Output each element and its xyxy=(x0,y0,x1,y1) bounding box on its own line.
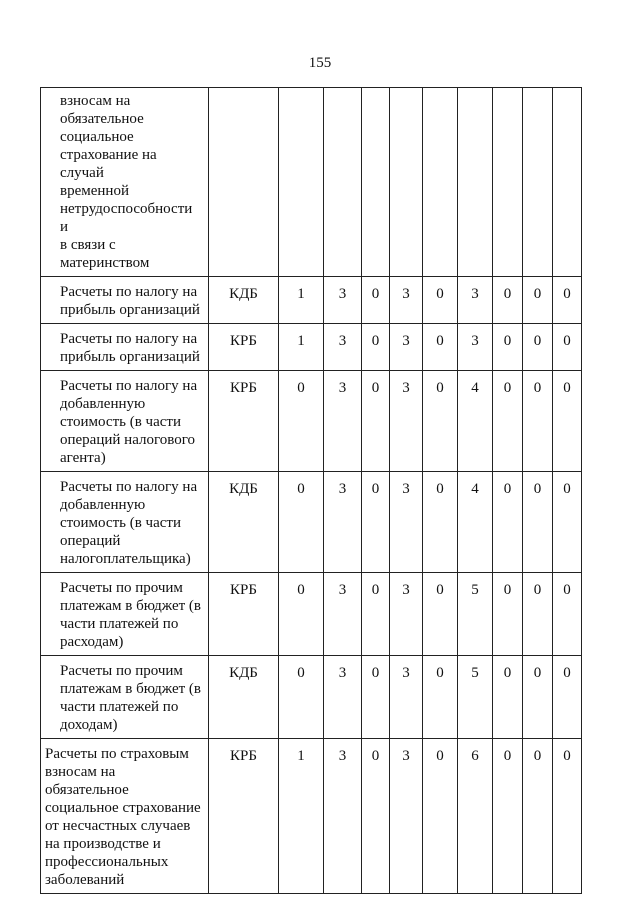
digit-cell: 4 xyxy=(458,472,493,573)
digit-cell: 3 xyxy=(390,371,423,472)
description-line: Расчеты по налогу на xyxy=(60,479,198,495)
digit-cell: 3 xyxy=(324,371,362,472)
digit-cell: 0 xyxy=(493,739,523,894)
digit-cell: 4 xyxy=(458,371,493,472)
description-line: Расчеты по страховым xyxy=(45,746,189,762)
digit-cell: 0 xyxy=(493,371,523,472)
table-row xyxy=(41,739,582,894)
description-line: взносам на xyxy=(60,93,131,109)
description-line: налогоплательщика) xyxy=(60,551,191,567)
table-row xyxy=(41,277,582,324)
description-line: материнством xyxy=(60,255,150,271)
table-row xyxy=(41,324,582,371)
digit-cell: 3 xyxy=(458,277,493,324)
digit-cell: 0 xyxy=(523,573,553,656)
row-description xyxy=(41,739,209,894)
description-line: стоимость (в части xyxy=(60,414,181,430)
digit-cell: 0 xyxy=(423,573,458,656)
description-line: прибыль организаций xyxy=(60,302,200,318)
description-line: части платежей по xyxy=(60,616,179,632)
description-line: временной xyxy=(60,183,129,199)
digit-cell: 0 xyxy=(523,656,553,739)
digit-cell: 0 xyxy=(523,277,553,324)
table-row xyxy=(41,656,582,739)
description-line: Расчеты по налогу на xyxy=(60,378,198,394)
digit-cell: 0 xyxy=(423,277,458,324)
description-line: добавленную xyxy=(60,396,146,412)
description-line: добавленную xyxy=(60,497,146,513)
row-code: КДБ xyxy=(209,277,279,324)
description-line: платежам в бюджет (в xyxy=(60,681,202,697)
row-code: КРБ xyxy=(209,371,279,472)
digit-cell: 0 xyxy=(362,277,390,324)
digit-cell: 0 xyxy=(493,277,523,324)
digit-cell xyxy=(458,88,493,277)
description-line: на производстве и xyxy=(45,836,161,852)
description-line: заболеваний xyxy=(45,872,125,888)
row-description xyxy=(41,656,209,739)
digit-cell: 1 xyxy=(279,739,324,894)
row-code: КДБ xyxy=(209,656,279,739)
digit-cell: 0 xyxy=(553,371,582,472)
digit-cell: 5 xyxy=(458,573,493,656)
row-code: КРБ xyxy=(209,739,279,894)
description-line: профессиональных xyxy=(45,854,169,870)
digit-cell: 0 xyxy=(553,656,582,739)
description-line: агента) xyxy=(60,450,106,466)
digit-cell: 0 xyxy=(279,656,324,739)
description-line: Расчеты по прочим xyxy=(60,663,183,679)
digit-cell: 0 xyxy=(523,324,553,371)
row-description xyxy=(41,472,209,573)
digit-cell: 0 xyxy=(523,472,553,573)
description-line: операций xyxy=(60,533,121,549)
description-line: Расчеты по налогу на xyxy=(60,331,198,347)
digit-cell: 3 xyxy=(324,573,362,656)
description-line: нетрудоспособности и xyxy=(60,201,193,235)
digit-cell: 3 xyxy=(390,324,423,371)
description-line: прибыль организаций xyxy=(60,349,200,365)
digit-cell: 0 xyxy=(362,656,390,739)
digit-cell: 3 xyxy=(324,739,362,894)
row-description xyxy=(41,324,209,371)
digit-cell: 0 xyxy=(493,656,523,739)
digit-cell: 0 xyxy=(362,739,390,894)
digit-cell xyxy=(423,88,458,277)
row-code xyxy=(209,88,279,277)
digit-cell: 3 xyxy=(324,472,362,573)
digit-cell: 3 xyxy=(324,277,362,324)
digit-cell: 3 xyxy=(390,573,423,656)
digit-cell: 0 xyxy=(279,371,324,472)
digit-cell: 3 xyxy=(390,277,423,324)
digit-cell: 0 xyxy=(362,371,390,472)
digit-cell: 0 xyxy=(553,324,582,371)
digit-cell xyxy=(523,88,553,277)
digit-cell: 0 xyxy=(423,371,458,472)
description-line: части платежей по xyxy=(60,699,179,715)
digit-cell: 0 xyxy=(423,472,458,573)
row-description xyxy=(41,88,209,277)
row-description xyxy=(41,573,209,656)
digit-cell: 0 xyxy=(553,739,582,894)
digit-cell: 3 xyxy=(324,324,362,371)
digit-cell: 0 xyxy=(523,371,553,472)
digit-cell: 0 xyxy=(362,472,390,573)
table-row xyxy=(41,573,582,656)
digit-cell: 6 xyxy=(458,739,493,894)
digit-cell: 0 xyxy=(362,324,390,371)
page-number: 155 xyxy=(308,55,332,71)
digit-cell xyxy=(362,88,390,277)
digit-cell: 0 xyxy=(423,656,458,739)
digit-cell: 0 xyxy=(553,277,582,324)
table-body xyxy=(41,88,582,894)
digit-cell: 1 xyxy=(279,277,324,324)
digit-cell xyxy=(324,88,362,277)
digit-cell: 3 xyxy=(390,739,423,894)
description-line: доходам) xyxy=(60,717,118,733)
description-line: в связи с xyxy=(60,237,116,253)
table-row xyxy=(41,371,582,472)
digit-cell xyxy=(390,88,423,277)
row-code: КРБ xyxy=(209,324,279,371)
row-code: КДБ xyxy=(209,472,279,573)
digit-cell: 0 xyxy=(523,739,553,894)
row-code: КРБ xyxy=(209,573,279,656)
digit-cell: 0 xyxy=(362,573,390,656)
digit-cell xyxy=(553,88,582,277)
digit-cell: 0 xyxy=(423,324,458,371)
digit-cell: 0 xyxy=(279,573,324,656)
description-line: операций налогового xyxy=(60,432,196,448)
description-line: от несчастных случаев xyxy=(45,818,191,834)
description-line: расходам) xyxy=(60,634,124,650)
description-line: страхование на случай xyxy=(60,147,157,181)
digit-cell: 3 xyxy=(390,656,423,739)
description-line: социальное xyxy=(60,129,134,145)
digit-cell: 3 xyxy=(390,472,423,573)
digit-cell xyxy=(279,88,324,277)
digit-cell: 0 xyxy=(493,472,523,573)
digit-cell: 0 xyxy=(279,472,324,573)
description-line: социальное страхование xyxy=(45,800,201,816)
digit-cell: 1 xyxy=(279,324,324,371)
description-line: Расчеты по прочим xyxy=(60,580,183,596)
table-row xyxy=(41,88,582,277)
digit-cell: 5 xyxy=(458,656,493,739)
digit-cell: 0 xyxy=(493,573,523,656)
accounts-table xyxy=(40,87,582,894)
digit-cell: 0 xyxy=(553,472,582,573)
digit-cell: 3 xyxy=(324,656,362,739)
digit-cell: 0 xyxy=(493,324,523,371)
description-line: платежам в бюджет (в xyxy=(60,598,202,614)
description-line: стоимость (в части xyxy=(60,515,181,531)
digit-cell: 0 xyxy=(423,739,458,894)
digit-cell: 3 xyxy=(458,324,493,371)
digit-cell xyxy=(493,88,523,277)
description-line: Расчеты по налогу на xyxy=(60,284,198,300)
digit-cell: 0 xyxy=(553,573,582,656)
row-description xyxy=(41,277,209,324)
row-description xyxy=(41,371,209,472)
description-line: взносам на обязательное xyxy=(45,764,129,798)
description-line: обязательное xyxy=(60,111,144,127)
table-row xyxy=(41,472,582,573)
